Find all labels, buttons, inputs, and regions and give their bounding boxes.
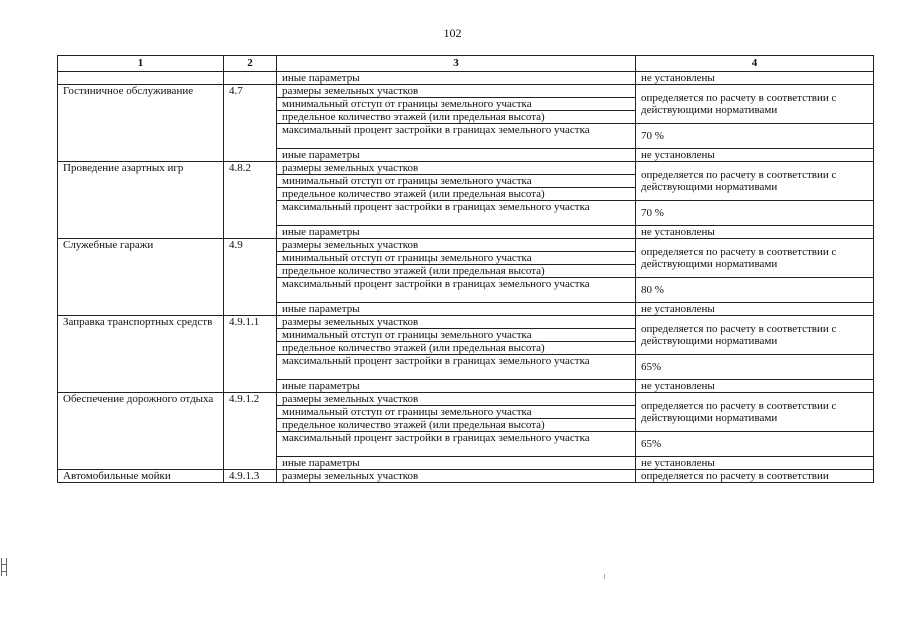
- parameter-name: иные параметры: [277, 72, 636, 85]
- land-use-name: Гостиничное обслуживание: [58, 85, 224, 162]
- table-header-row: [58, 56, 874, 72]
- land-use-code: 4.7: [224, 85, 277, 162]
- parameter-name: иные параметры: [277, 226, 636, 239]
- land-use-code: 4.9.1.2: [224, 393, 277, 470]
- scan-edge-mark: [1, 558, 7, 576]
- parameter-name: минимальный отступ от границы земельного участка: [277, 252, 636, 265]
- table-row: [58, 470, 874, 483]
- parameter-value: определяется по расчету в соответствии с действующими нормативами: [636, 162, 874, 201]
- land-use-name: Обеспечение дорожного отдыха: [58, 393, 224, 470]
- scan-speck: [604, 574, 608, 579]
- land-use-code: 4.8.2: [224, 162, 277, 239]
- parameter-name: минимальный отступ от границы земельного участка: [277, 406, 636, 419]
- land-use-name: Служебные гаражи: [58, 239, 224, 316]
- parameter-value: 65%: [636, 432, 874, 457]
- parameter-value: не установлены: [636, 380, 874, 393]
- parameter-name: минимальный отступ от границы земельного участка: [277, 329, 636, 342]
- parameter-name: максимальный процент застройки в границах земельного участка: [277, 124, 636, 149]
- parameter-name: иные параметры: [277, 457, 636, 470]
- column-header-3: 3: [277, 56, 636, 72]
- parameter-name: предельное количество этажей (или предельная высота): [277, 419, 636, 432]
- land-use-code: [224, 72, 277, 85]
- parameter-name: иные параметры: [277, 303, 636, 316]
- land-use-name: Заправка транспортных средств: [58, 316, 224, 393]
- parameter-value: 65%: [636, 355, 874, 380]
- table-row: [58, 316, 874, 329]
- parameter-name: размеры земельных участков: [277, 316, 636, 329]
- parameter-value: определяется по расчету в соответствии с действующими нормативами: [636, 316, 874, 355]
- parameter-name: максимальный процент застройки в границах земельного участка: [277, 278, 636, 303]
- parameter-name: предельное количество этажей (или предельная высота): [277, 342, 636, 355]
- column-header-1: 1: [58, 56, 224, 72]
- parameter-value: не установлены: [636, 226, 874, 239]
- parameter-name: размеры земельных участков: [277, 470, 636, 483]
- parameter-value: 80 %: [636, 278, 874, 303]
- parameter-name: минимальный отступ от границы земельного участка: [277, 175, 636, 188]
- table-row: [58, 239, 874, 252]
- table-row: [58, 162, 874, 175]
- parameter-value: определяется по расчету в соответствии: [636, 470, 874, 483]
- parameter-value: не установлены: [636, 72, 874, 85]
- parameter-name: предельное количество этажей (или предельная высота): [277, 111, 636, 124]
- table-row: [58, 85, 874, 98]
- parameter-name: максимальный процент застройки в границах земельного участка: [277, 201, 636, 226]
- column-header-4: 4: [636, 56, 874, 72]
- parameter-name: максимальный процент застройки в границах земельного участка: [277, 432, 636, 457]
- land-use-name: Автомобильные мойки: [58, 470, 224, 483]
- parameter-value: определяется по расчету в соответствии с действующими нормативами: [636, 393, 874, 432]
- parameter-value: не установлены: [636, 457, 874, 470]
- parameter-name: максимальный процент застройки в границах земельного участка: [277, 355, 636, 380]
- page-number: 102: [443, 26, 462, 40]
- parameter-value: 70 %: [636, 124, 874, 149]
- parameter-name: предельное количество этажей (или предельная высота): [277, 188, 636, 201]
- parameter-name: размеры земельных участков: [277, 393, 636, 406]
- parameter-name: иные параметры: [277, 380, 636, 393]
- land-use-code: 4.9.1.3: [224, 470, 277, 483]
- land-use-code: 4.9: [224, 239, 277, 316]
- parameter-value: не установлены: [636, 149, 874, 162]
- parameter-value: не установлены: [636, 303, 874, 316]
- parameter-name: минимальный отступ от границы земельного участка: [277, 98, 636, 111]
- parameter-name: размеры земельных участков: [277, 85, 636, 98]
- land-use-code: 4.9.1.1: [224, 316, 277, 393]
- parameter-value: определяется по расчету в соответствии с действующими нормативами: [636, 239, 874, 278]
- parameter-value: определяется по расчету в соответствии с действующими нормативами: [636, 85, 874, 124]
- land-use-name: [58, 72, 224, 85]
- parameter-name: размеры земельных участков: [277, 239, 636, 252]
- parameter-name: иные параметры: [277, 149, 636, 162]
- table-row: [58, 72, 874, 85]
- parameter-name: предельное количество этажей (или предельная высота): [277, 265, 636, 278]
- land-use-name: Проведение азартных игр: [58, 162, 224, 239]
- column-header-2: 2: [224, 56, 277, 72]
- parameter-name: размеры земельных участков: [277, 162, 636, 175]
- zoning-parameters-table: [57, 55, 874, 483]
- table-row: [58, 393, 874, 406]
- parameter-value: 70 %: [636, 201, 874, 226]
